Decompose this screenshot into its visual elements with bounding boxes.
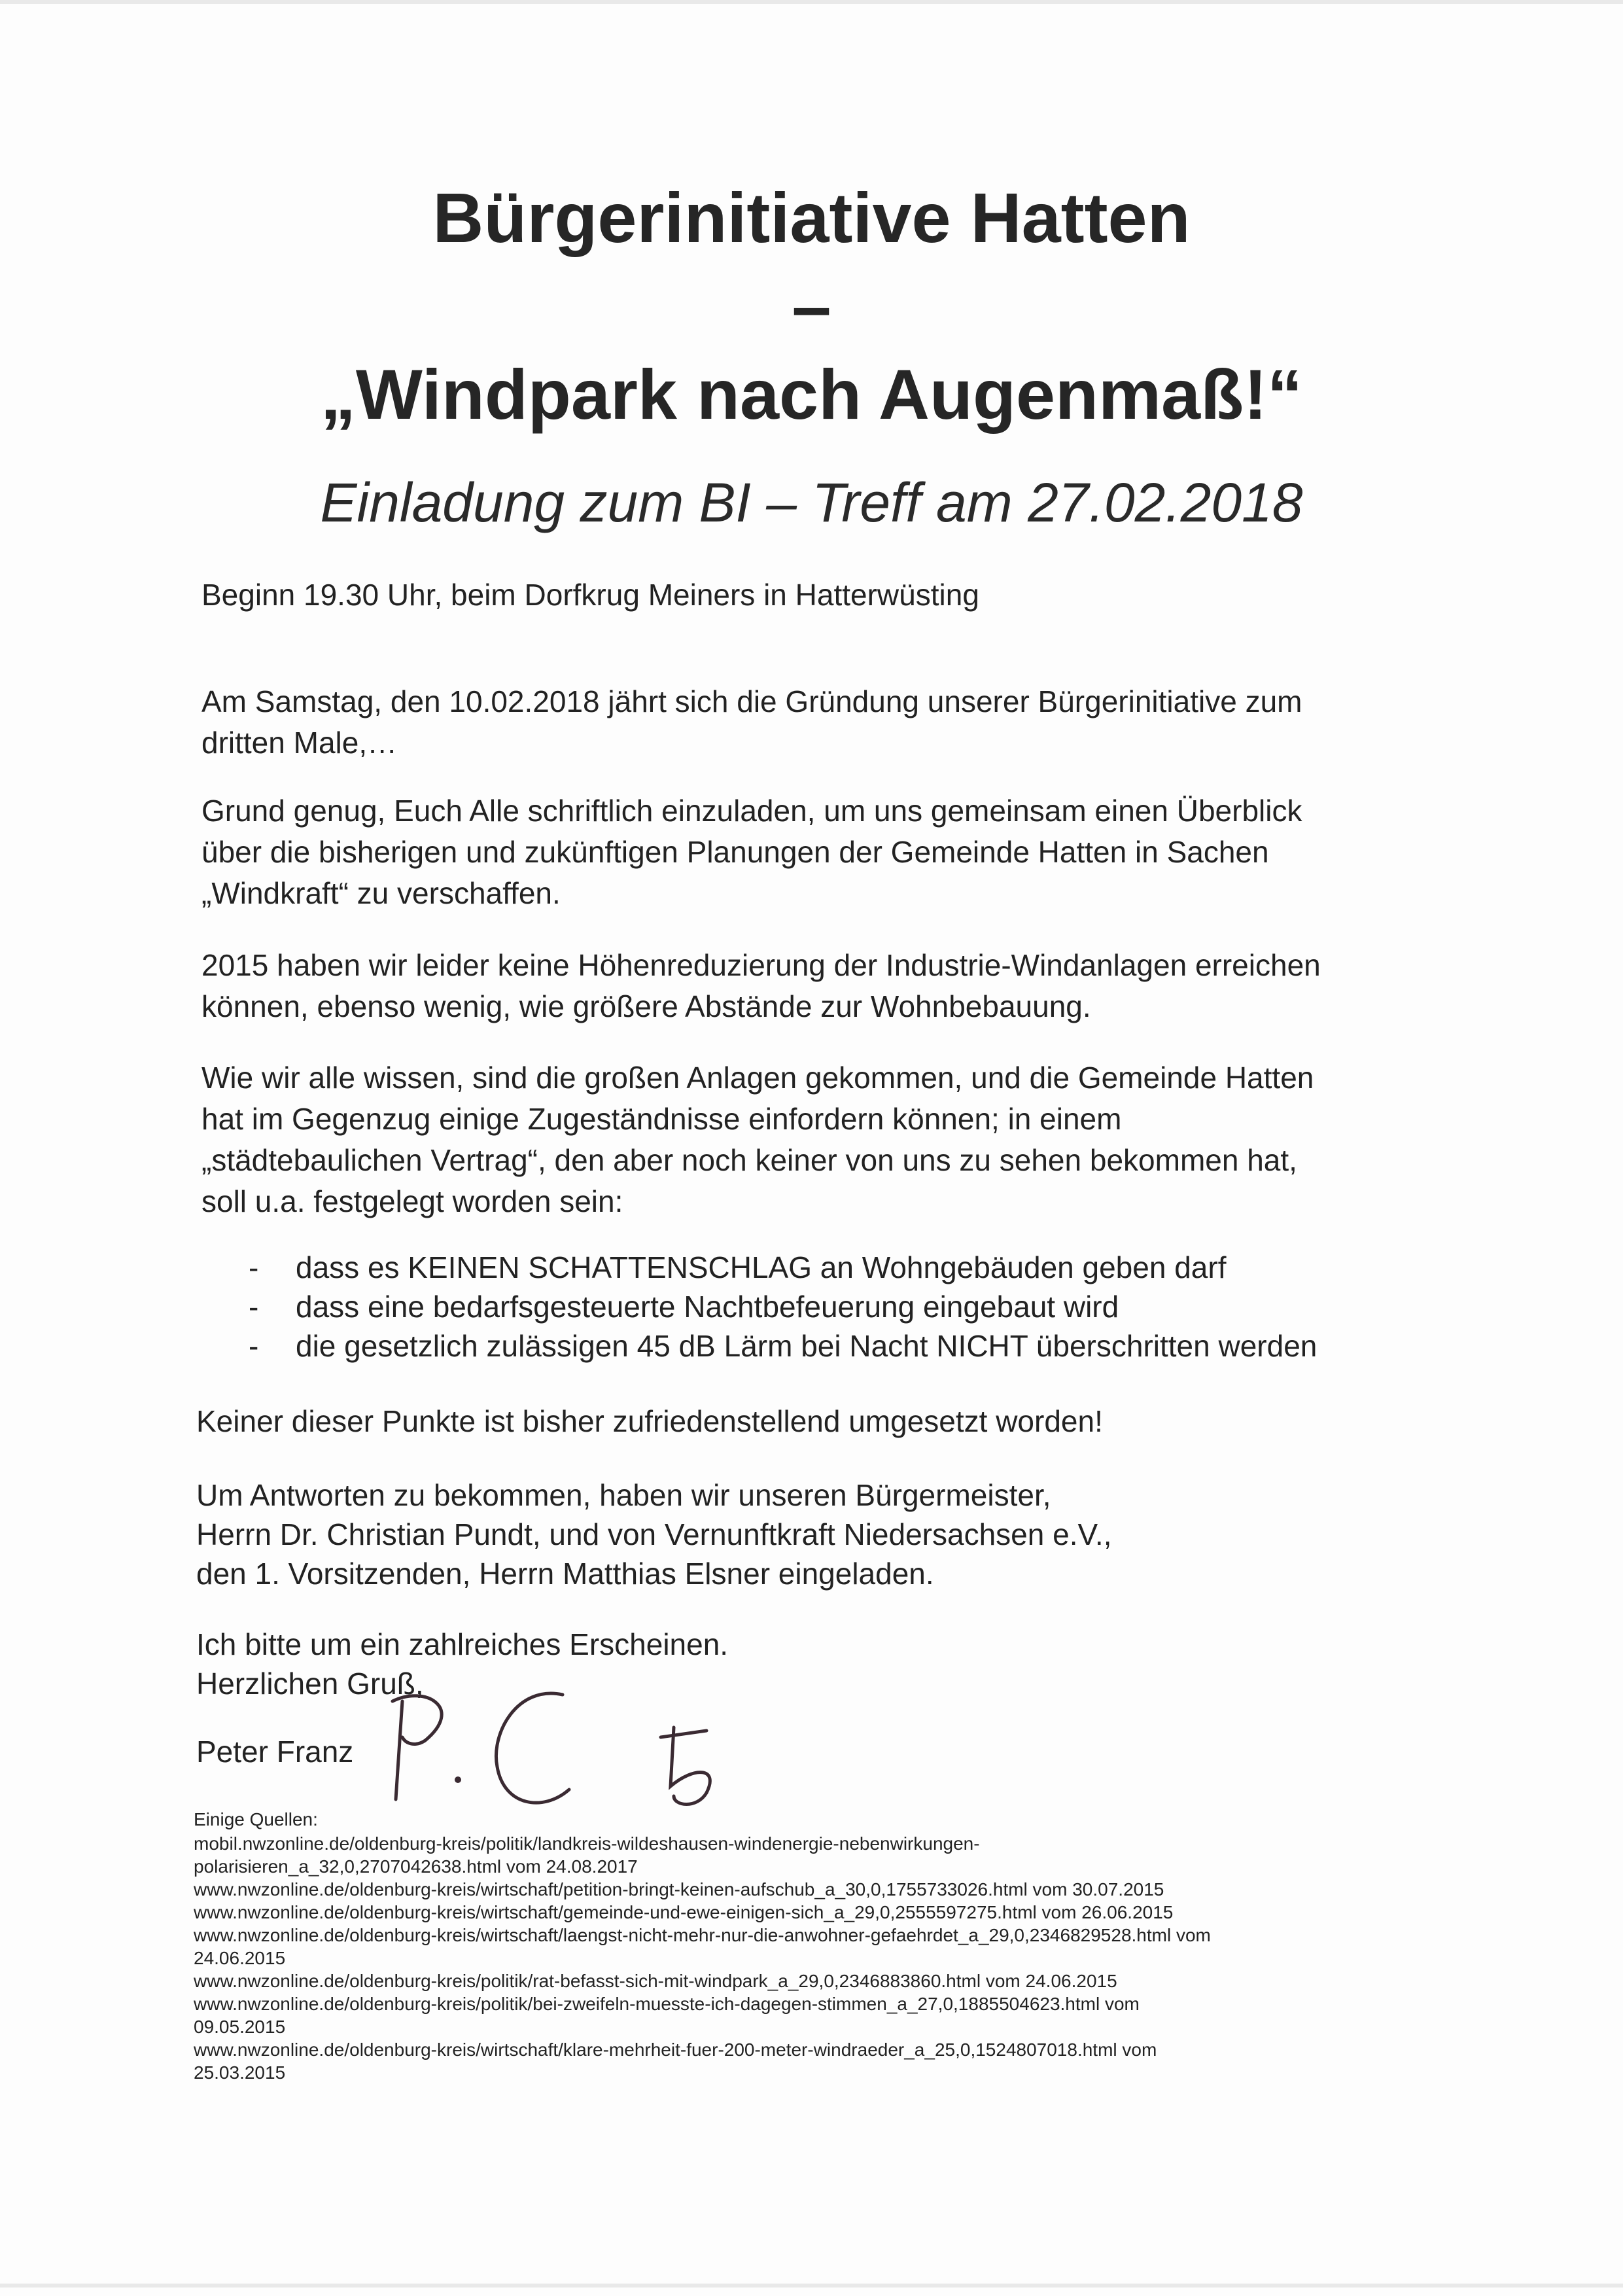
signature-icon [366,1682,759,1826]
paragraph6-line-2: Herrn Dr. Christian Pundt, und von Vernunftkraft Niedersachsen e.V., [196,1517,1112,1551]
paragraph4-line-3: „städtebaulichen Vertrag“, den aber noch keiner von uns zu sehen bekommen hat, [201,1143,1297,1177]
paragraph2-line-2: über die bisherigen und zukünftigen Planungen der Gemeinde Hatten in Sachen [201,835,1269,869]
title-line-1: Bürgerinitiative Hatten [432,178,1191,257]
paragraph6-line-3: den 1. Vorsitzenden, Herrn Matthias Elsner eingeladen. [196,1557,934,1591]
paragraph4-line-4: soll u.a. festgelegt worden sein: [201,1184,623,1218]
sources-heading: Einige Quellen: [194,1809,318,1829]
paragraph6-line-1: Um Antworten zu bekommen, haben wir unseren Bürgermeister, [196,1478,1051,1512]
source-line: www.nwzonline.de/oldenburg-kreis/wirtschaft/laengst-nicht-mehr-nur-die-anwohner-gefaehrdet_a_29,0,2346829528.html vom [194,1925,1211,1945]
paragraph3-line-1: 2015 haben wir leider keine Höhenreduzierung der Industrie-Windanlagen erreichen [201,948,1321,982]
begin-line: Beginn 19.30 Uhr, beim Dorfkrug Meiners in Hatterwüsting [201,578,979,612]
paragraph3-line-2: können, ebenso wenig, wie größere Abstände zur Wohnbebauung. [201,989,1091,1023]
source-line: www.nwzonline.de/oldenburg-kreis/wirtschaft/klare-mehrheit-fuer-200-meter-windraeder_a_25,0,1524807018.html vom [194,2040,1157,2060]
source-line: www.nwzonline.de/oldenburg-kreis/politik/rat-befasst-sich-mit-windpark_a_29,0,2346883860.html vom 24.06.2015 [194,1971,1117,1991]
list-marker: - [249,1329,259,1363]
source-line: polarisieren_a_32,0,2707042638.html vom 24.08.2017 [194,1856,638,1877]
closing-line-2: Herzlichen Gruß, [196,1667,424,1701]
scan-edge-top [0,0,1623,4]
source-line: 24.06.2015 [194,1948,286,1968]
list-marker: - [249,1290,259,1324]
list-marker: - [249,1250,259,1284]
paragraph1-line-1: Am Samstag, den 10.02.2018 jährt sich die Gründung unserer Bürgerinitiative zum [201,684,1302,718]
paragraph2-line-1: Grund genug, Euch Alle schriftlich einzuladen, um uns gemeinsam einen Überblick [201,794,1302,828]
source-line: www.nwzonline.de/oldenburg-kreis/wirtschaft/gemeinde-und-ewe-einigen-sich_a_29,0,2555597275.html vom 26.06.2015 [194,1902,1174,1922]
paragraph4-line-1: Wie wir alle wissen, sind die großen Anlagen gekommen, und die Gemeinde Hatten [201,1061,1314,1095]
title-line-3: „Windpark nach Augenmaß!“ [320,355,1303,434]
source-line: www.nwzonline.de/oldenburg-kreis/politik/bei-zweifeln-muesste-ich-dagegen-stimmen_a_27,0,1885504623.html vom [194,1994,1140,2014]
closing-line-1: Ich bitte um ein zahlreiches Erscheinen. [196,1627,729,1661]
title-dash: – [792,266,831,345]
source-line: 09.05.2015 [194,2017,286,2037]
source-line: www.nwzonline.de/oldenburg-kreis/wirtschaft/petition-bringt-keinen-aufschub_a_30,0,1755733026.html vom 30.07.2015 [194,1879,1164,1899]
list-item: die gesetzlich zulässigen 45 dB Lärm bei Nacht NICHT überschritten werden [296,1329,1318,1363]
paragraph4-line-2: hat im Gegenzug einige Zugeständnisse einfordern können; in einem [201,1102,1122,1136]
list-item: dass es KEINEN SCHATTENSCHLAG an Wohngebäuden geben darf [296,1250,1227,1284]
source-line: mobil.nwzonline.de/oldenburg-kreis/politik/landkreis-wildeshausen-windenergie-nebenwirkungen- [194,1833,980,1854]
paragraph5: Keiner dieser Punkte ist bisher zufriedenstellend umgesetzt worden! [196,1404,1103,1438]
paragraph1-line-2: dritten Male,… [201,726,398,760]
list-item: dass eine bedarfsgesteuerte Nachtbefeuerung eingebaut wird [296,1290,1119,1324]
source-line: 25.03.2015 [194,2062,286,2083]
author-name: Peter Franz [196,1735,354,1769]
scan-edge-bottom [0,2284,1623,2287]
subtitle: Einladung zum BI – Treff am 27.02.2018 [320,472,1303,533]
paragraph2-line-3: „Windkraft“ zu verschaffen. [201,876,561,910]
